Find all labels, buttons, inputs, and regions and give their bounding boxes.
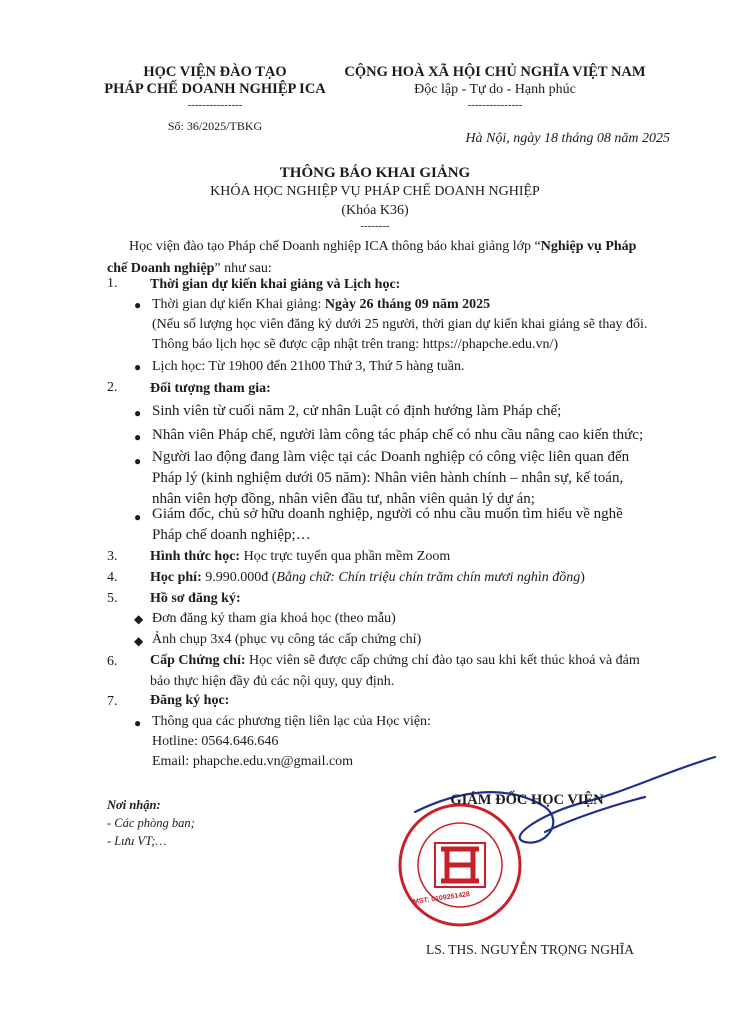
bullet-dot-icon: ●	[134, 360, 142, 374]
start-date-value: Ngày 26 tháng 09 năm 2025	[324, 297, 491, 312]
tuition-amount: 9.990.000đ (	[201, 570, 277, 585]
header-left	[85, 64, 345, 134]
section-6-title: Cấp Chứng chỉ:	[150, 653, 246, 668]
section-4-line	[150, 567, 585, 589]
section-3-number: 3.	[107, 549, 118, 564]
header-right-divider: ---------------	[467, 99, 523, 111]
document-number: Số: 36/2025/TBKG	[167, 119, 263, 133]
recipients-title: Nơi nhận:	[107, 798, 161, 812]
recipient-2: - Lưu VT;…	[107, 834, 167, 848]
section-1-note-1: (Nếu số lượng học viên đăng ký dưới 25 người, thời gian dự kiến khai giảng sẽ thay đổi.	[152, 317, 648, 332]
diamond-bullet-icon: ◆	[134, 634, 144, 648]
intro-text-2: ” như sau:	[214, 261, 272, 276]
section-1-number: 1.	[107, 276, 118, 291]
section-3-line	[150, 546, 450, 568]
intro-course-bold-2: chế Doanh nghiệp	[107, 261, 215, 276]
section-2-item-4-line-2: Pháp chế doanh nghiệp;…	[152, 527, 311, 543]
section-3-title: Hình thức học:	[150, 549, 241, 564]
tuition-in-words: Bằng chữ: Chín triệu chín trăm chín mươi nghìn đồng	[276, 570, 581, 585]
bullet-dot-icon: ●	[134, 298, 142, 312]
header-right	[330, 64, 660, 112]
section-1-note-2: Thông báo lịch học sẽ được cập nhật trên trang: https://phapche.edu.vn/)	[152, 337, 559, 352]
section-5-item-2: Ảnh chụp 3x4 (phục vụ công tác cấp chứng chỉ)	[152, 632, 422, 647]
course-code: (Khóa K36)	[341, 203, 409, 218]
bullet-dot-icon: ●	[134, 454, 142, 468]
section-2-number: 2.	[107, 380, 118, 395]
intro-course-bold-1: Nghiệp vụ Pháp	[540, 239, 637, 254]
section-7-item-1: Thông qua các phương tiện liên lạc của Học viện:	[152, 714, 431, 729]
section-1-item-1	[152, 294, 490, 316]
section-5-item-1: Đơn đăng ký tham gia khoá học (theo mẫu)	[152, 611, 396, 626]
section-1-title: Thời gian dự kiến khai giảng và Lịch học:	[150, 277, 401, 292]
section-2-item-2: Nhân viên Pháp chế, người làm công tác pháp chế có nhu cầu nâng cao kiến thức;	[152, 427, 644, 443]
email: Email: phapche.edu.vn@gmail.com	[152, 754, 354, 769]
section-6-line-1	[150, 650, 640, 672]
section-2-item-3	[152, 447, 629, 510]
bullet-dot-icon: ●	[134, 510, 142, 524]
section-2-item-4	[152, 504, 623, 546]
director-title: GIÁM ĐỐC HỌC VIỆN	[450, 792, 604, 808]
handwritten-signature	[395, 752, 725, 872]
header-left-divider: ---------------	[187, 99, 243, 111]
country-name: CỘNG HOÀ XÃ HỘI CHỦ NGHĨA VIỆT NAM	[344, 64, 646, 80]
section-6-number: 6.	[107, 654, 118, 669]
recipients	[107, 796, 195, 850]
recipient-1: - Các phòng ban;	[107, 816, 195, 830]
title-divider: --------	[360, 220, 390, 232]
section-2-item-1: Sinh viên từ cuối năm 2, cử nhân Luật có định hướng làm Pháp chế;	[152, 403, 562, 419]
section-7-title: Đăng ký học:	[150, 693, 230, 708]
section-4-number: 4.	[107, 570, 118, 585]
section-5-number: 5.	[107, 591, 118, 606]
bullet-dot-icon: ●	[134, 406, 142, 420]
section-4-title: Học phí:	[150, 570, 202, 585]
academy-name-line1: HỌC VIỆN ĐÀO TẠO	[143, 64, 287, 80]
section-5-title: Hồ sơ đăng ký:	[150, 591, 241, 606]
section-2-item-3-line-3: nhân viên hợp đồng, nhân viên đầu tư, nhân viên quản lý dự án;	[152, 491, 535, 507]
section-3-text: Học trực tuyến qua phần mềm Zoom	[240, 549, 451, 564]
diamond-bullet-icon: ◆	[134, 612, 144, 626]
section-2-item-3-line-2: Pháp lý (kinh nghiệm dưới 05 năm): Nhân viên hành chính – nhân sự, kế toán,	[152, 470, 624, 486]
section-6-line-2: bảo thực hiện đầy đủ các nội quy, quy định.	[150, 674, 395, 689]
title-block	[150, 164, 600, 232]
section-2-item-3-line-1: Người lao động đang làm việc tại các Doanh nghiệp có công việc liên quan đến	[152, 449, 630, 465]
notice-title: THÔNG BÁO KHAI GIẢNG	[279, 165, 471, 181]
place-date: Hà Nội, ngày 18 tháng 08 năm 2025	[465, 131, 670, 146]
intro-text-1: Học viện đào tạo Pháp chế Doanh nghiệp ICA thông báo khai giảng lớp “	[129, 239, 541, 254]
section-6-text: Học viên sẽ được cấp chứng chỉ đào tạo sau khi kết thúc khoá và đảm	[245, 653, 640, 668]
bullet-dot-icon: ●	[134, 430, 142, 444]
academy-name-line2: PHÁP CHẾ DOANH NGHIỆP ICA	[104, 81, 326, 97]
bullet-dot-icon: ●	[134, 716, 142, 730]
stamp-tax-id: MST: 0109251428	[412, 891, 471, 906]
start-date-label: Thời gian dự kiến Khai giảng:	[152, 297, 325, 312]
country-motto: Độc lập - Tự do - Hạnh phúc	[414, 82, 576, 97]
section-2-item-4-line-1: Giám đốc, chủ sở hữu doanh nghiệp, người có nhu cầu muốn tìm hiểu về nghề	[152, 506, 623, 522]
hotline: Hotline: 0564.646.646	[152, 734, 279, 749]
section-2-title: Đối tượng tham gia:	[150, 381, 271, 396]
section-1-item-2: Lịch học: Từ 19h00 đến 21h00 Thứ 3, Thứ 5 hàng tuần.	[152, 359, 465, 374]
course-title: KHÓA HỌC NGHIỆP VỤ PHÁP CHẾ DOANH NGHIỆP	[210, 184, 540, 199]
director-name: LS. THS. NGUYỄN TRỌNG NGHĨA	[425, 942, 634, 957]
section-7-number: 7.	[107, 694, 118, 709]
tuition-close: )	[580, 570, 585, 585]
